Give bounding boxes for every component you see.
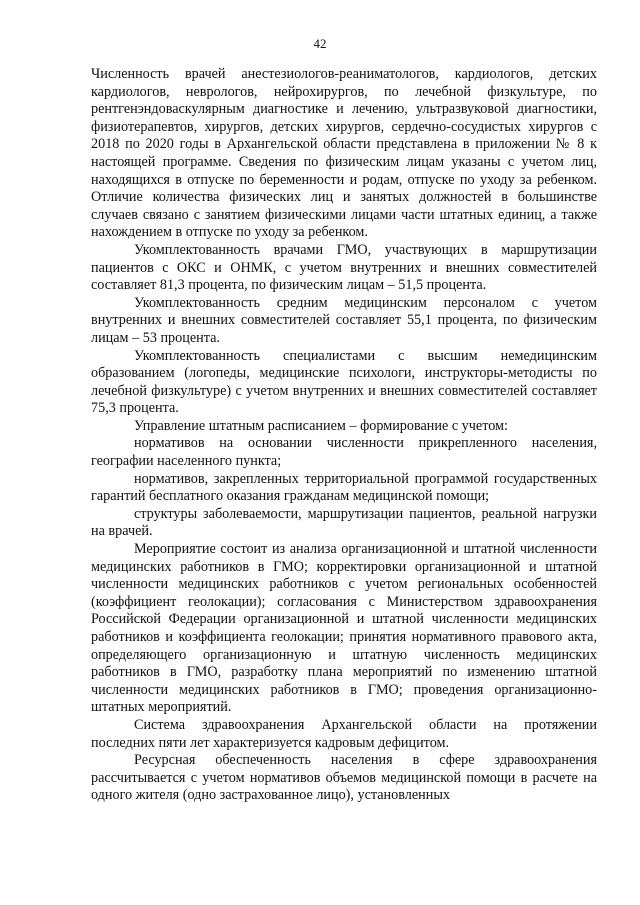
list-item-population-norms: нормативов на основании численности прикрепленного населения, географии населенного пункта; — [91, 435, 597, 470]
page-number: 42 — [313, 36, 327, 51]
paragraph-doctors-staffing: Укомплектованность врачами ГМО, участвующих в маршрутизации пациентов с ОКС и ОНМК, с учетом внутренних и внешних совместителей составляет 81,3 процента, по физическим лицам – 51,5 процента. — [91, 241, 597, 294]
paragraph-staffing-numbers: Численность врачей анестезиологов-реаниматологов, кардиологов, детских кардиологов, неврологов, нейрохирургов, по лечебной физкультуре, по рентгенэндоваскулярным диагностике и лечению, ультразвуковой диагностики, физиотерапевтов, хирургов, детских хирургов, сердечно-сосудистых хирургов с 2018 по 2020 годы в Архангельской области представлена в приложении № 8 к настоящей программе. Сведения по физическим лицам указаны с учетом лиц, находящихся в отпуске по беременности и родам, отпуске по уходу за ребенком. Отличие количества физических лиц и занятых должностей в большинстве случаев связано с занятием физическими лицами части штатных единиц, а также нахождением в отпуске по уходу за ребенком. — [91, 66, 597, 241]
paragraph-nurses-staffing: Укомплектованность средним медицинским персоналом с учетом внутренних и внешних совместителей составляет 55,1 процента, по физическим лицам – 53 процента. — [91, 294, 597, 346]
paragraph-nonmedical-staffing: Укомплектованность специалистами с высшим немедицинским образованием (логопеды, медицинские психологи, инструкторы-методисты по лечебной физкультуре) с учетом внутренних и внешних совместителей составляет 75,3 процента. — [91, 347, 597, 417]
paragraph-staff-deficit: Система здравоохранения Архангельской области на протяжении последних пяти лет характеризуется кадровым дефицитом. — [91, 716, 597, 751]
paragraph-resource-provision: Ресурсная обеспеченность населения в сфере здравоохранения рассчитывается с учетом нормативов объемов медицинской помощи в расчете на одного жителя (одно застрахованное лицо), установленных — [91, 752, 597, 804]
document-body — [91, 66, 597, 805]
list-item-morbidity-structure: структуры заболеваемости, маршрутизации пациентов, реальной нагрузки на врачей. — [91, 505, 597, 540]
list-item-program-norms: нормативов, закрепленных территориальной программой государственных гарантий бесплатного оказания гражданам медицинской помощи; — [91, 470, 597, 505]
paragraph-measure-description: Мероприятие состоит из анализа организационной и штатной численности медицинских работников в ГМО; корректировки организационной и штатной численности медицинских работников с учетом региональных особенностей (коэффициент геолокации); согласования с Министерством здравоохранения Российской Федерации организационной и штатной численности медицинских работников и коэффициента геолокации; принятия нормативного правового акта, определяющего организационную и штатную численность медицинских работников в ГМО, разработку плана мероприятий по изменению штатной численности медицинских работников в ГМО; проведения организационно-штатных мероприятий. — [91, 541, 597, 716]
paragraph-staff-management: Управление штатным расписанием – формирование с учетом: — [134, 417, 508, 434]
